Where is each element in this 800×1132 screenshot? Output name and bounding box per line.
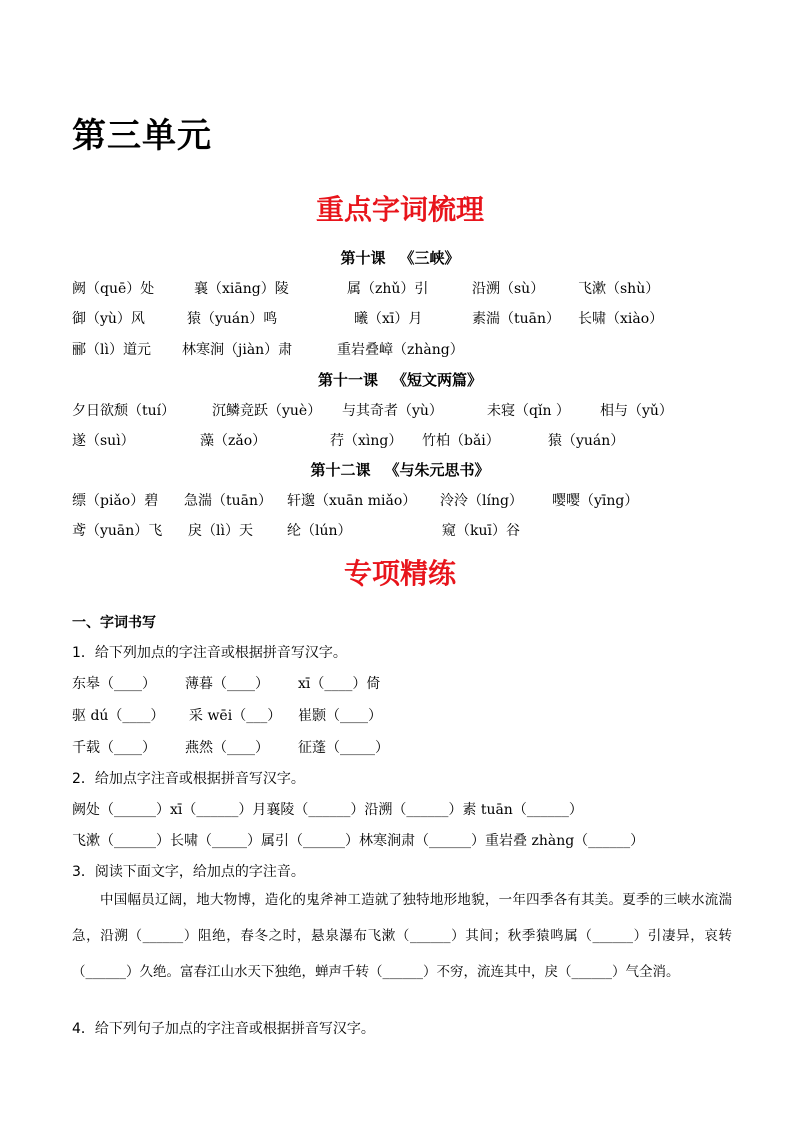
- part-heading: 一、字词书写: [72, 615, 156, 631]
- lesson-number: 第十一课: [317, 371, 378, 389]
- unit-title: 第三单元: [72, 116, 212, 156]
- vocab-item: 与其奇者（yù）: [342, 403, 443, 419]
- vocab-row: [72, 430, 732, 452]
- fill-item: 薄暮（____）: [185, 676, 269, 692]
- fill-row: 阙处（______）xī（______）月襄陵（______）沿溯（______）素 tuān（______）: [72, 802, 583, 818]
- vocab-item: 遂（suì）: [72, 433, 135, 449]
- passage-text: 中国幅员辽阔，地大物博，造化的鬼斧神工造就了独特地形地貌，一年四季各有其美。夏季的三峡水流湍急，沿溯（______）阻绝，春冬之时，悬泉瀑布飞漱（______）其间；秋季猿鸣属（______）引凄异，哀转（______）久绝。富春江山水天下独绝，蝉声千转（______）不穷，流连其中，戾（______）气全消。: [72, 892, 732, 980]
- vocab-item: 沿溯（sù）: [472, 281, 545, 297]
- fill-row: 飞漱（______）长啸（_____）属引（______）林寒涧肃（______）重岩叠 zhàng（______）: [72, 833, 645, 849]
- question-1: 1．给下列加点的字注音或根据拼音写汉字。: [72, 645, 347, 661]
- lesson-name: 《三峡》: [399, 249, 460, 267]
- lesson-number: 第十课: [340, 249, 386, 267]
- fill-row: [72, 737, 732, 759]
- lesson-name: 《短文两篇》: [392, 371, 483, 389]
- vocab-item: 急湍（tuān）: [184, 493, 273, 509]
- vocab-item: 竹柏（bǎi）: [422, 433, 500, 449]
- question-4: 4．给下列句子加点的字注音或根据拼音写汉字。: [72, 1021, 375, 1037]
- vocab-item: 林寒涧（jiàn）肃: [182, 342, 293, 358]
- fill-item: 驱 dú（____）: [72, 708, 165, 724]
- vocab-item: 郦（lì）道元: [72, 342, 151, 358]
- fill-row: [72, 673, 732, 695]
- vocab-row: [72, 400, 732, 422]
- fill-item: xī（____）倚: [298, 676, 381, 692]
- vocab-item: 猿（yuán）: [548, 433, 625, 449]
- vocab-row: [72, 339, 732, 361]
- fill-item: 征蓬（_____）: [298, 740, 389, 756]
- vocab-item: 阙（quē）处: [72, 281, 155, 297]
- fill-item: 东皋（____）: [72, 676, 156, 692]
- question-3: 3．阅读下面文字，给加点的字注音。: [72, 864, 305, 880]
- section-title-key-words: 重点字词梳理: [315, 193, 484, 226]
- vocab-item: 相与（yǔ）: [600, 403, 673, 419]
- vocab-item: 飞漱（shù）: [578, 281, 660, 297]
- reading-passage: [72, 882, 732, 990]
- vocab-item: 未寝（qǐn ）: [487, 403, 570, 419]
- vocab-item: 缥（piǎo）碧: [72, 493, 159, 509]
- vocab-item: 戾（lì）天: [188, 523, 253, 539]
- vocab-row: [72, 308, 732, 330]
- question-2: 2．给加点字注音或根据拼音写汉字。: [72, 771, 305, 787]
- vocab-item: 御（yù）风: [72, 311, 145, 327]
- vocab-item: 猿（yuán）鸣: [187, 311, 278, 327]
- vocab-item: 纶（lún）: [287, 523, 352, 539]
- vocab-item: 襄（xiāng）陵: [194, 281, 289, 297]
- section-title-practice: 专项精练: [343, 557, 456, 590]
- fill-item: 崔颢（____）: [298, 708, 382, 724]
- vocab-item: 属（zhǔ）引: [347, 281, 429, 297]
- vocab-item: 藻（zǎo）: [200, 433, 267, 449]
- vocab-row: [72, 490, 732, 512]
- fill-item: 采 wēi（___）: [189, 708, 282, 724]
- lesson-11-heading: [0, 369, 800, 390]
- fill-item: 千载（____）: [72, 740, 156, 756]
- vocab-item: 轩邈（xuān miǎo）: [287, 493, 417, 509]
- vocab-row: [72, 278, 732, 300]
- lesson-number: 第十二课: [310, 461, 371, 479]
- vocab-item: 夕日欲颓（tuí）: [72, 403, 176, 419]
- vocab-item: 沉鳞竞跃（yuè）: [212, 403, 322, 419]
- vocab-row: [72, 520, 732, 542]
- fill-row: [72, 705, 732, 727]
- lesson-12-heading: [0, 459, 800, 480]
- fill-item: 燕然（____）: [185, 740, 269, 756]
- vocab-item: 长啸（xiào）: [578, 311, 664, 327]
- vocab-item: 窥（kuī）谷: [442, 523, 520, 539]
- lesson-10-heading: [0, 247, 800, 268]
- vocab-item: 泠泠（líng）: [440, 493, 523, 509]
- vocab-item: 曦（xī）月: [354, 311, 423, 327]
- vocab-item: 嘤嘤（yīng）: [552, 493, 639, 509]
- vocab-item: 重岩叠嶂（zhàng）: [337, 342, 464, 358]
- vocab-item: 素湍（tuān）: [472, 311, 561, 327]
- vocab-item: 鸢（yuān）飞: [72, 523, 163, 539]
- lesson-name: 《与朱元思书》: [384, 461, 490, 479]
- vocab-item: 荇（xìng）: [330, 433, 403, 449]
